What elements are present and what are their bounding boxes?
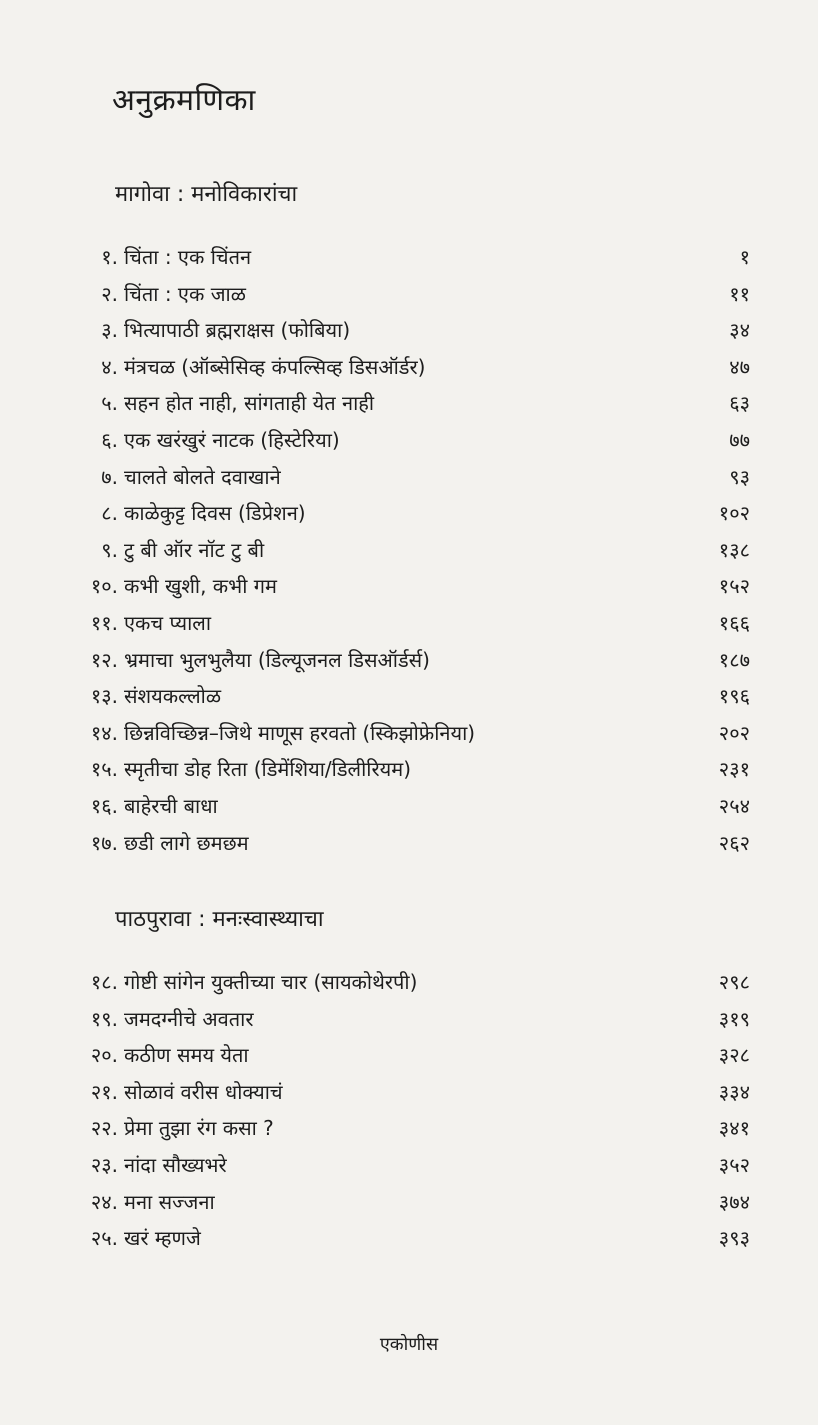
toc-entry-title: चिंता : एक चिंतन	[124, 245, 252, 269]
toc-entry-page-number: २५४	[718, 793, 750, 818]
toc-entry	[70, 1041, 750, 1078]
toc-entry-number: ५.	[101, 391, 118, 416]
toc-entry-number: ६.	[101, 427, 118, 452]
toc-entry-left	[70, 463, 281, 490]
toc-entry-page-number: २०२	[718, 720, 750, 745]
toc-entry	[70, 719, 750, 756]
toc-entry	[70, 463, 750, 500]
toc-entry-page-number: १०२	[718, 501, 750, 526]
toc-entry-title: कभी खुशी, कभी गम	[124, 574, 277, 599]
toc-entry-page-number: ३९३	[718, 1226, 750, 1251]
toc-entry	[70, 792, 750, 829]
toc-entry-left	[70, 1188, 215, 1215]
toc-entry	[70, 1114, 750, 1151]
toc-entry-left	[70, 609, 211, 636]
toc-entry	[70, 389, 750, 426]
toc-entry-page-number: ३७४	[718, 1189, 750, 1214]
toc-entry-title: छिन्नविच्छिन्न–जिथे माणूस हरवतो (स्किझोफ्रेनिया)	[124, 720, 476, 745]
toc-entry-page-number: १८७	[718, 647, 750, 672]
toc-entry-title: चिंता : एक जाळ	[124, 281, 246, 306]
toc-entry	[70, 1151, 750, 1188]
toc-entry	[70, 316, 750, 353]
toc-entry-title: संशयकल्लोळ	[124, 684, 222, 709]
toc-entry-left	[70, 499, 306, 526]
toc-entry-left	[70, 646, 430, 673]
toc-entry-left	[70, 968, 417, 995]
toc-list-section-1	[70, 243, 750, 865]
toc-entry	[70, 536, 750, 573]
toc-entry	[70, 1188, 750, 1225]
toc-entry-page-number: ३५२	[718, 1152, 750, 1177]
toc-entry-left	[70, 280, 246, 307]
toc-entry-left	[70, 1041, 249, 1068]
toc-entry	[70, 426, 750, 463]
toc-entry-left	[70, 353, 425, 380]
toc-entry-page-number: ११	[729, 281, 750, 306]
toc-entry-number: १४.	[90, 720, 118, 745]
toc-entry-title: सोळावं वरीस धोक्याचं	[124, 1079, 283, 1104]
toc-entry-title: गोष्टी सांगेन युक्तीच्या चार (सायकोथेरपी)	[124, 970, 418, 994]
toc-entry-left	[70, 316, 350, 343]
toc-entry-page-number: ६३	[729, 391, 750, 416]
toc-entry-title: प्रेमा तुझा रंग कसा ?	[124, 1116, 274, 1141]
toc-entry-number: २५.	[90, 1226, 118, 1251]
toc-entry-number: १०.	[90, 574, 118, 599]
toc-entry-left	[70, 572, 277, 599]
toc-entry-number: २०.	[90, 1043, 118, 1068]
toc-entry-left	[70, 1005, 254, 1032]
toc-entry-number: २२.	[90, 1116, 118, 1141]
toc-entry-page-number: २३१	[718, 757, 750, 782]
toc-entry-title: खरं म्हणजे	[124, 1226, 201, 1251]
toc-entry-number: ७.	[101, 464, 118, 489]
toc-entry-number: १९.	[90, 1006, 118, 1031]
toc-entry-number: २.	[101, 281, 118, 306]
toc-entry-page-number: ३२८	[718, 1043, 750, 1068]
toc-entry-page-number: १५२	[718, 574, 750, 599]
toc-entry-left	[70, 829, 249, 856]
toc-entry-number: ११.	[90, 610, 118, 635]
toc-entry-page-number: १	[739, 245, 750, 269]
toc-entry	[70, 755, 750, 792]
toc-entry-title: एक खरंखुरं नाटक (हिस्टेरिया)	[124, 427, 340, 452]
toc-entry-title: स्मृतीचा डोह रिता (डिमेंशिया/डिलीरियम)	[124, 757, 411, 782]
toc-entry-page-number: २९८	[718, 970, 750, 994]
toc-list-section-2	[70, 968, 750, 1261]
toc-entry-title: भित्यापाठी ब्रह्मराक्षस (फोबिया)	[124, 318, 351, 343]
toc-entry-title: मंत्रचळ (ऑब्सेसिव्ह कंपल्सिव्ह डिसऑर्डर)	[124, 354, 426, 379]
toc-entry-left	[70, 243, 251, 270]
toc-entry-page-number: ३४	[729, 318, 750, 343]
toc-entry-left	[70, 719, 475, 746]
toc-entry-page-number: ३४१	[718, 1116, 750, 1141]
toc-entry-page-number: ७७	[729, 427, 750, 452]
toc-entry	[70, 280, 750, 317]
toc-entry-left	[70, 389, 374, 416]
toc-entry-number: १२.	[90, 647, 118, 672]
toc-entry-title: सहन होत नाही, सांगताही येत नाही	[124, 391, 375, 416]
toc-entry-page-number: १६६	[718, 610, 750, 635]
toc-entry-page-number: ४७	[729, 354, 750, 379]
toc-entry-page-number: ९३	[729, 464, 750, 489]
section-heading-1: मागोवा : मनोविकारांचा	[115, 182, 298, 207]
toc-entry-number: १५.	[90, 757, 118, 782]
toc-entry-title: नांदा सौख्यभरे	[124, 1152, 227, 1177]
toc-entry-page-number: २६२	[718, 830, 750, 855]
toc-entry	[70, 829, 750, 866]
toc-entry-number: १७.	[90, 830, 118, 855]
toc-entry	[70, 499, 750, 536]
toc-entry-left	[70, 1151, 227, 1178]
toc-entry-left	[70, 755, 411, 782]
toc-entry-title: बाहेरची बाधा	[124, 793, 218, 818]
toc-entry-title: छडी लागे छमछम	[124, 830, 249, 855]
toc-entry-number: ८.	[101, 501, 118, 526]
toc-entry	[70, 572, 750, 609]
toc-entry	[70, 353, 750, 390]
toc-entry-title: कठीण समय येता	[124, 1043, 249, 1068]
toc-entry-title: चालते बोलते दवाखाने	[124, 464, 281, 489]
toc-entry-title: एकच प्याला	[124, 610, 212, 635]
toc-entry-left	[70, 682, 221, 709]
toc-entry-title: काळेकुट्ट दिवस (डिप्रेशन)	[124, 501, 306, 526]
toc-entry-title: टु बी ऑर नॉट टु बी	[124, 537, 265, 562]
toc-entry-number: ४.	[101, 354, 118, 379]
page-title: अनुक्रमणिका	[112, 83, 256, 118]
toc-entry-number: १.	[101, 245, 118, 269]
toc-entry-number: १३.	[90, 684, 118, 709]
section-heading-2: पाठपुरावा : मनःस्वास्थ्याचा	[115, 907, 324, 932]
toc-entry-left	[70, 1224, 201, 1251]
toc-entry-left	[70, 426, 340, 453]
toc-entry-page-number: १३८	[718, 537, 750, 562]
toc-entry-title: मना सज्जना	[124, 1189, 215, 1214]
page-number-footer: एकोणीस	[379, 1334, 439, 1355]
toc-entry	[70, 682, 750, 719]
toc-entry-number: ९.	[101, 537, 118, 562]
toc-entry-page-number: १९६	[718, 684, 750, 709]
toc-entry	[70, 243, 750, 280]
toc-entry-title: भ्रमाचा भुलभुलैया (डिल्यूजनल डिसऑर्डर्स)	[124, 647, 430, 672]
toc-entry	[70, 968, 750, 1005]
toc-entry-number: १८.	[90, 970, 118, 994]
toc-entry	[70, 609, 750, 646]
toc-entry-left	[70, 536, 264, 563]
toc-entry-number: २३.	[90, 1152, 118, 1177]
toc-entry-left	[70, 1114, 274, 1141]
toc-entry-left	[70, 792, 218, 819]
toc-entry-number: १६.	[90, 793, 118, 818]
toc-entry-left	[70, 1078, 283, 1105]
toc-entry-number: २४.	[90, 1189, 118, 1214]
toc-entry	[70, 1005, 750, 1042]
toc-entry	[70, 1078, 750, 1115]
toc-entry-number: २१.	[90, 1079, 118, 1104]
toc-entry	[70, 646, 750, 683]
toc-entry-page-number: ३३४	[718, 1079, 750, 1104]
toc-entry-title: जमदग्नीचे अवतार	[124, 1006, 254, 1031]
toc-entry-page-number: ३१९	[718, 1006, 750, 1031]
toc-entry	[70, 1224, 750, 1261]
toc-entry-number: ३.	[101, 318, 118, 343]
